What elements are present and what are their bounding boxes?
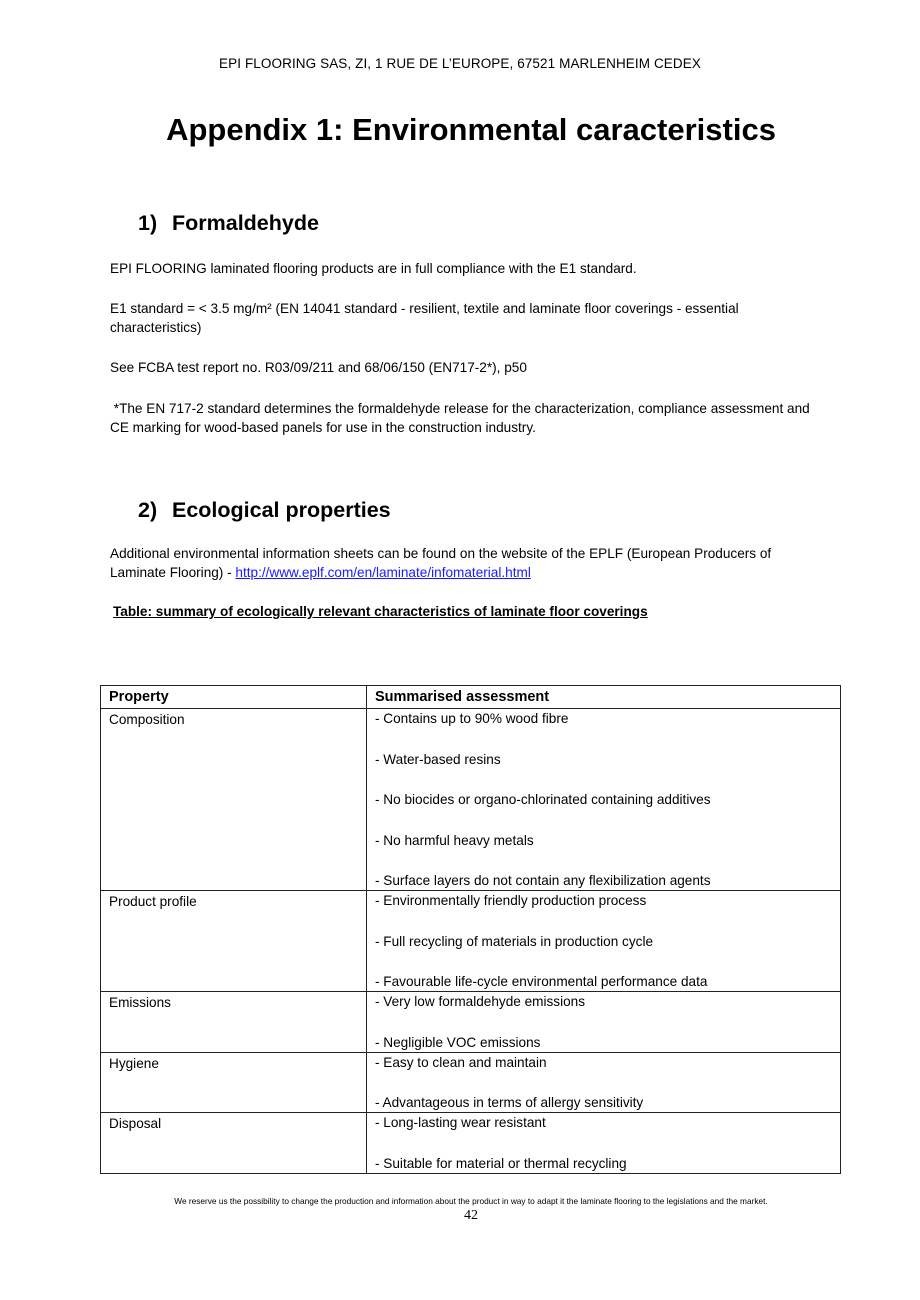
paragraph-fcba-report: See FCBA test report no. R03/09/211 and 68/06/150 (EN717-2*), p50 [110,360,527,375]
column-header-assessment: Summarised assessment [367,686,841,709]
page-number: 42 [464,1208,478,1223]
table-row [101,891,841,992]
property-cell: Hygiene [101,1052,367,1113]
assessment-item: - Advantageous in terms of allergy sensitivity [375,1095,644,1110]
eplf-website-link[interactable]: http://www.eplf.com/en/laminate/infomaterial.html [235,565,531,580]
table-header-row [101,686,841,709]
table-row [101,709,841,891]
section-number: 2) [138,498,158,522]
assessment-item: - Negligible VOC emissions [375,1034,541,1050]
section-title: Ecological properties [171,498,391,522]
assessment-item: - Full recycling of materials in production cycle [375,933,654,949]
paragraph-e1-standard: E1 standard = < 3.5 mg/m² (EN 14041 standard - resilient, textile and laminate floor coverings - essential characteristics) [110,301,739,335]
assessment-item: - Favourable life-cycle environmental performance data [375,974,708,989]
property-cell: Composition [101,709,367,891]
assessment-cell [367,709,841,891]
table-row [101,1113,841,1174]
assessment-item: - No harmful heavy metals [375,832,534,848]
assessment-item: - Water-based resins [375,751,501,767]
column-header-property: Property [101,686,367,709]
property-cell: Emissions [101,992,367,1053]
paragraph-en717-footnote: *The EN 717-2 standard determines the formaldehyde release for the characterization, compliance assessment and CE marking for wood-based panels for use in the construction industry. [110,401,814,435]
assessment-item: - Surface layers do not contain any flexibilization agents [375,873,711,888]
property-cell: Disposal [101,1113,367,1174]
table-row [101,992,841,1053]
paragraph-eplf-info [110,544,825,582]
section-heading-formaldehyde [138,211,319,236]
footer-disclaimer: We reserve us the possibility to change the production and information about the product in way to adapt it the laminate flooring to the legislations and the market. [174,1196,768,1206]
assessment-cell [367,992,841,1053]
section-heading-ecological-properties [138,498,391,523]
assessment-item: - Easy to clean and maintain [375,1054,547,1070]
assessment-item: - Very low formaldehyde emissions [375,994,586,1009]
ecological-characteristics-table [100,685,841,1174]
assessment-item: - No biocides or organo-chlorinated containing additives [375,792,711,807]
assessment-cell [367,1113,841,1174]
eplf-intro-text: Additional environmental information sheets can be found on the website of the EPLF (European Producers of Laminate Flooring) - [110,546,772,580]
assessment-item: - Environmentally friendly production process [375,893,647,908]
section-number: 1) [138,211,158,235]
property-cell: Product profile [101,891,367,992]
table-caption: Table: summary of ecologically relevant characteristics of laminate floor coverings [113,604,648,619]
assessment-item: - Long-lasting wear resistant [375,1115,546,1130]
assessment-item: - Suitable for material or thermal recycling [375,1155,627,1171]
section-title: Formaldehyde [171,211,319,235]
page-header-address: EPI FLOORING SAS, ZI, 1 RUE DE L’EUROPE, 67521 MARLENHEIM CEDEX [219,56,701,71]
table-row [101,1052,841,1113]
paragraph-e1-compliance: EPI FLOORING laminated flooring products are in full compliance with the E1 standard. [110,261,637,276]
assessment-item: - Contains up to 90% wood fibre [375,711,569,726]
assessment-cell [367,891,841,992]
assessment-cell [367,1052,841,1113]
page-title: Appendix 1: Environmental caracteristics [166,112,776,147]
